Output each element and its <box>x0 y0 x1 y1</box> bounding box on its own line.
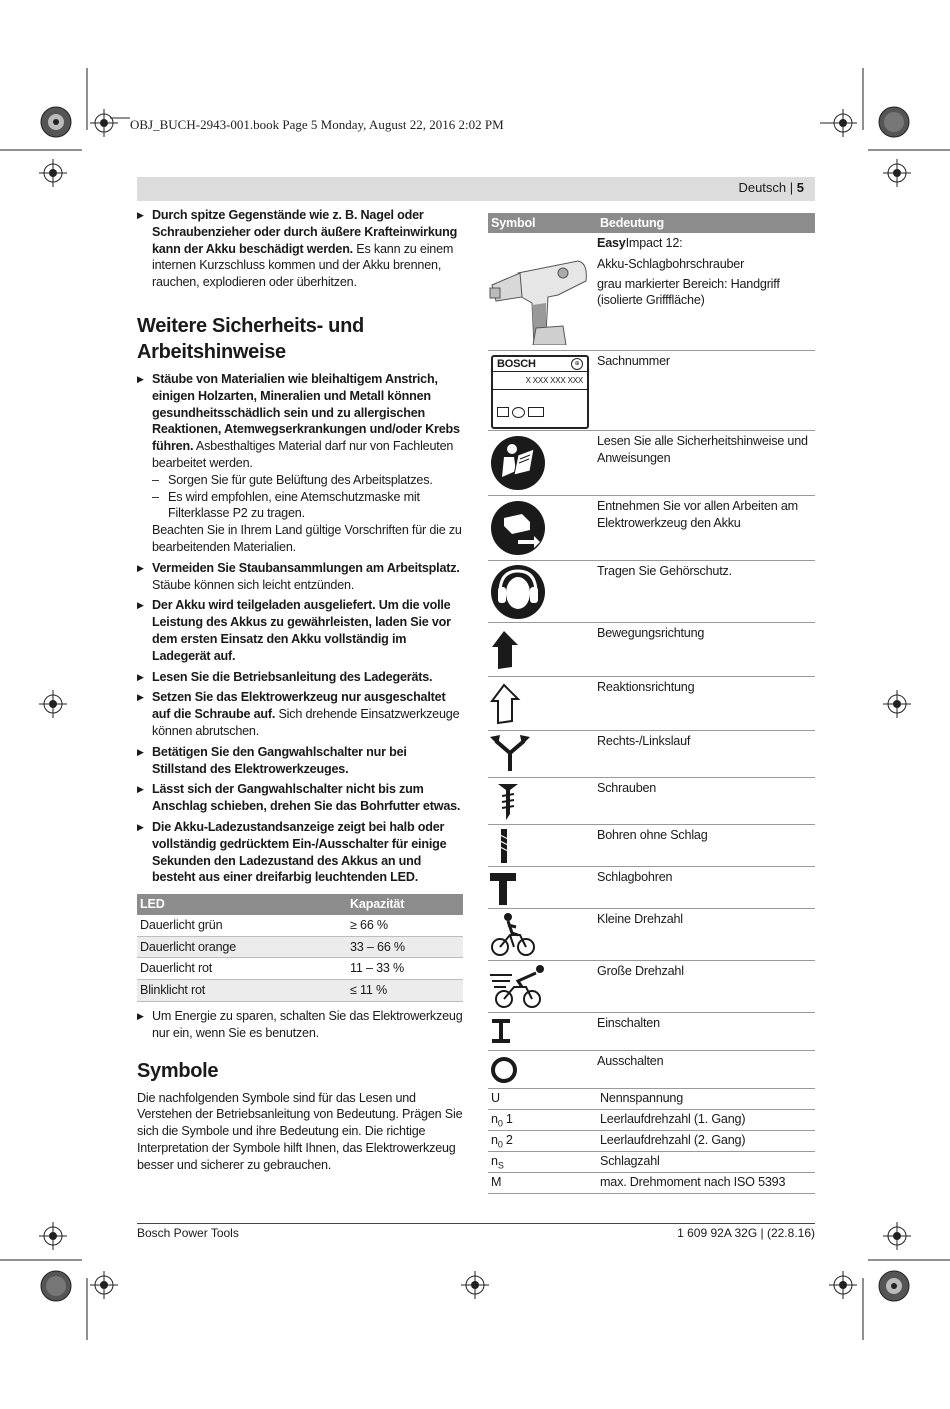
table-row <box>488 825 815 867</box>
reaction-arrow-icon <box>488 677 528 729</box>
table-row <box>488 496 815 561</box>
table-cell: Dauerlicht orange <box>137 936 347 958</box>
table-row <box>488 778 815 825</box>
movement-arrow-icon <box>488 623 528 675</box>
drill-icon <box>488 233 593 345</box>
page-header-band <box>137 177 815 201</box>
footer-brand: Bosch Power Tools <box>137 1226 239 1240</box>
symbol-meaning: Rechts-/Linkslauf <box>597 734 691 748</box>
table-header: Bedeutung <box>600 216 664 230</box>
table-row <box>137 980 463 1002</box>
drill-type: Akku-Schlagbohrschrauber <box>597 256 745 271</box>
table-header: Kapazität <box>347 894 463 915</box>
page-number <box>738 180 804 195</box>
table-row <box>488 961 815 1013</box>
bosch-logo-icon: ⊕ <box>571 358 583 370</box>
symbol-meaning: Schlagbohren <box>597 870 673 884</box>
safety-bullet: ▶ Durch spitze Gegenstände wie z. B. Nagel oder Schraubenzieher oder durch äußere Krafteinwirkung kann der Akku beschädigt werden. Es kann zu einem internen Kurzschluss kommen und der Akku brennen, rauchen, explodieren oder überhitzen. <box>137 207 463 291</box>
read-manual-icon <box>488 431 548 493</box>
remove-battery-icon <box>488 496 548 558</box>
table-row <box>488 909 815 961</box>
drill-brand: Easy <box>597 236 626 250</box>
dash-item: – Sorgen Sie für gute Belüftung des Arbeitsplatzes. <box>137 472 463 489</box>
safety-bullet: ▶ Lässt sich der Gangwahlschalter nicht bis zum Anschlag schieben, drehen Sie das Bohrfutter etwas. <box>137 781 463 815</box>
table-header-row <box>488 213 815 233</box>
table-cell: Dauerlicht grün <box>137 915 347 936</box>
symbol-meaning: Große Drehzahl <box>597 964 684 978</box>
table-row <box>488 1110 815 1131</box>
table-row <box>488 1173 815 1194</box>
symbol-meaning: Entnehmen Sie vor allen Arbeiten am Elektrowerkzeug den Akku <box>597 499 798 530</box>
safety-bullet: ▶ Lesen Sie die Betriebsanleitung des Ladegeräts. <box>137 669 463 686</box>
unit-symbol: M <box>491 1175 502 1189</box>
table-row <box>488 431 815 496</box>
symbol-meaning: Schrauben <box>597 781 657 795</box>
ear-protection-icon <box>488 561 548 621</box>
symbol-meaning: Leerlaufdrehzahl (2. Gang) <box>600 1133 746 1147</box>
table-header: Symbol <box>491 216 536 230</box>
safety-bullet: ▶ Betätigen Sie den Gangwahlschalter nur bei Stillstand des Elektrowerkzeuges. <box>137 744 463 778</box>
safety-bullet: ▶ Setzen Sie das Elektrowerkzeug nur ausgeschaltet auf die Schraube auf. Sich drehende Einsatzwerkzeuge können abrutschen. <box>137 689 463 739</box>
drill-illustration <box>488 233 597 350</box>
symbol-meaning: Schlagzahl <box>600 1154 660 1168</box>
safety-bullet: ▶ Der Akku wird teilgeladen ausgeliefert. Um die volle Leistung des Akkus zu gewährleisten, laden Sie vor dem ersten Einsatz den Akku vollständig im Ladegerät auf. <box>137 597 463 664</box>
type-plate-number: X XXX XXX XXX <box>525 376 583 385</box>
table-cell: Dauerlicht rot <box>137 958 347 980</box>
symbol-meaning: Reaktionsrichtung <box>597 680 695 694</box>
symbol-meaning: Sachnummer <box>597 354 670 368</box>
left-column <box>137 207 463 1174</box>
drill-model: Impact 12: <box>625 236 683 250</box>
safety-bullet: ▶ Stäube von Materialien wie bleihaltigem Anstrich, einigen Holzarten, Mineralien und Metall können gesundheitsschädlich sein und zu allergischen Reaktionen, Atemwegserkrankungen und/oder Krebs führen. Asbesthaltiges Material darf nur von Fachleuten bearbeitet werden. <box>137 371 463 472</box>
section-title: Symbole <box>137 1059 219 1082</box>
circle-icon <box>512 407 525 418</box>
table-cell: 33 – 66 % <box>347 936 463 958</box>
unit-symbol: $n_S$ <box>491 1154 504 1171</box>
table-cell: ≤ 11 % <box>347 980 463 1002</box>
table-row <box>137 915 463 936</box>
low-speed-bicycle-icon <box>488 909 538 959</box>
rectangle-icon <box>528 407 544 417</box>
symbol-meaning: Tragen Sie Gehörschutz. <box>597 564 732 578</box>
high-speed-bicycle-icon <box>488 961 548 1011</box>
table-row <box>488 867 815 909</box>
table-row <box>488 1013 815 1051</box>
safety-bullet: ▶ Um Energie zu sparen, schalten Sie das Elektrowerkzeug nur ein, wenn Sie es benutzen. <box>137 1008 463 1042</box>
unit-symbol: U <box>491 1091 500 1105</box>
table-row <box>488 1152 815 1173</box>
screw-icon <box>488 778 528 822</box>
table-row <box>488 1051 815 1089</box>
bullet-note: Beachten Sie in Ihrem Land gültige Vorschriften für die zu bearbeitenden Materialien. <box>152 523 462 554</box>
table-row <box>488 1131 815 1152</box>
table-row <box>488 623 815 677</box>
type-plate-brand: BOSCH <box>493 357 587 372</box>
safety-bullet: ▶ Die Akku-Ladezustandsanzeige zeigt bei halb oder vollständig gedrücktem Ein-/Ausschalter für einige Sekunden den Ladezustand des Akkus an und besteht aus einer dreifarbig leuchtenden LED. <box>137 819 463 886</box>
section-title: Weitere Sicherheits- und Arbeitshinweise <box>137 314 364 363</box>
print-header: OBJ_BUCH-2943-001.book Page 5 Monday, August 22, 2016 2:02 PM <box>130 117 504 132</box>
rotation-direction-icon <box>488 731 538 775</box>
drill-grip: grau markierter Bereich: Handgriff (isolierte Grifffläche) <box>597 276 780 308</box>
table-row <box>137 936 463 958</box>
dash-item: – Es wird empfohlen, eine Atemschutzmaske mit Filterklasse P2 zu tragen. <box>137 489 463 523</box>
symbol-meaning: Bewegungsrichtung <box>597 626 705 640</box>
footer-divider <box>137 1223 815 1224</box>
symbol-meaning: Lesen Sie alle Sicherheitshinweise und Anweisungen <box>597 434 808 465</box>
page-number-value: 5 <box>796 180 804 195</box>
safety-bullet: ▶ Vermeiden Sie Staubansammlungen am Arbeitsplatz. Stäube können sich leicht entzünden. <box>137 560 463 594</box>
unit-symbol: $n_0$ 2 <box>491 1133 513 1150</box>
symbol-meaning: Bohren ohne Schlag <box>597 828 708 842</box>
drill-bit-icon <box>488 825 528 865</box>
table-header: LED <box>137 894 347 915</box>
page-language: Deutsch <box>738 180 787 195</box>
symbol-meaning: Nennspannung <box>600 1091 684 1105</box>
table-header-row <box>137 894 463 915</box>
hammer-icon <box>488 867 528 907</box>
table-cell: 11 – 33 % <box>347 958 463 980</box>
type-plate <box>488 351 597 430</box>
table-row <box>137 958 463 980</box>
table-row <box>488 351 815 431</box>
power-off-icon <box>488 1051 522 1087</box>
table-cell: ≥ 66 % <box>347 915 463 936</box>
symbol-meaning: Einschalten <box>597 1016 660 1030</box>
symbol-meaning: max. Drehmoment nach ISO 5393 <box>600 1175 786 1189</box>
square-icon <box>497 407 509 417</box>
table-row <box>488 731 815 778</box>
table-cell: Blinklicht rot <box>137 980 347 1002</box>
power-on-icon <box>488 1013 518 1049</box>
symbol-meaning: Kleine Drehzahl <box>597 912 683 926</box>
table-row <box>488 233 815 351</box>
led-table <box>137 894 463 1002</box>
symbol-table <box>488 213 815 1194</box>
table-row <box>488 1089 815 1110</box>
table-row <box>488 561 815 623</box>
symbols-intro: Die nachfolgenden Symbole sind für das Lesen und Verstehen der Betriebsanleitung von Bedeutung. Prägen Sie sich die Symbole und ihre Bedeutung ein. Die richtige Interpretation der Symbole hilft Ihnen, das Elektrowerkzeug besser und sicherer zu gebrauchen. <box>137 1090 463 1172</box>
page-separator: | <box>786 180 797 195</box>
symbol-meaning: Ausschalten <box>597 1054 664 1068</box>
unit-symbol: $n_0$ 1 <box>491 1112 513 1129</box>
symbol-meaning: Leerlaufdrehzahl (1. Gang) <box>600 1112 746 1126</box>
footer-doc-number: 1 609 92A 32G | (22.8.16) <box>677 1226 815 1240</box>
table-row <box>488 677 815 731</box>
